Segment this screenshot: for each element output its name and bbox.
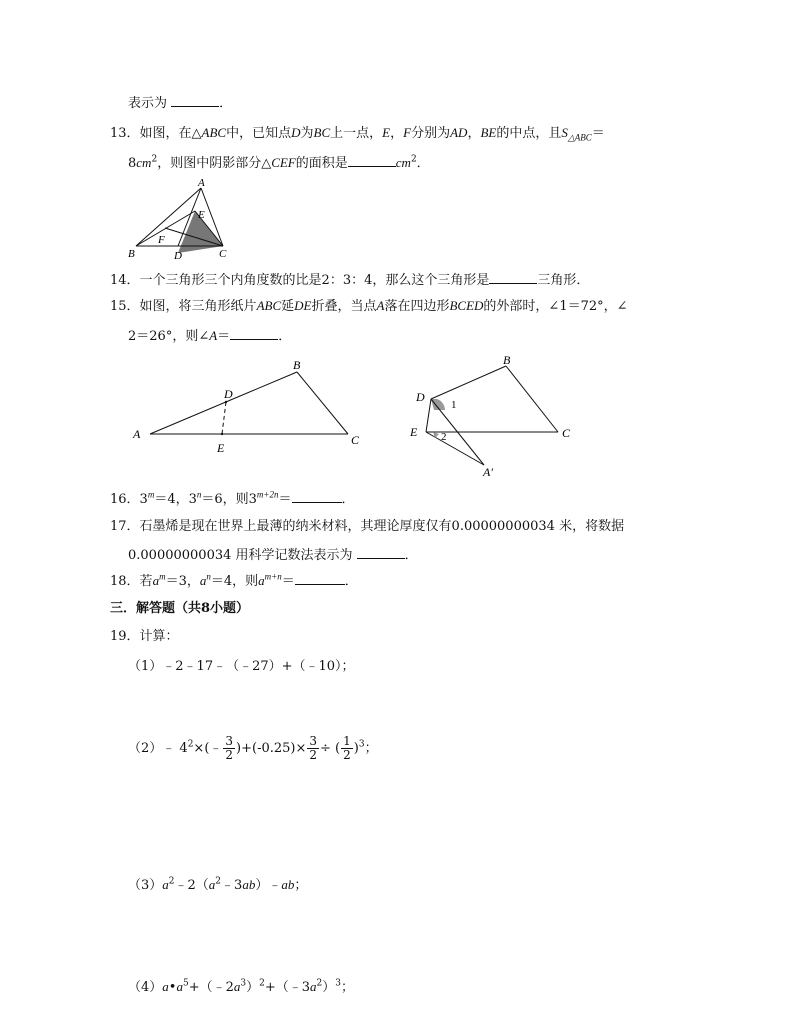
q17-line1: 17．石墨烯是现在世界上最薄的纳米材料，其理论厚度仅有0.00000000034 米，将数据 <box>110 519 625 534</box>
answer-blank <box>171 94 219 107</box>
answer-blank <box>295 572 345 585</box>
fraction: $\frac{3}{2}$ <box>225 734 234 762</box>
angle-1-label: 1 <box>451 399 457 411</box>
q16: 16．$3^m=4$，$3^n=6$，则$3^{m+2n}=$ ． <box>110 489 355 507</box>
q13-line2: $8cm^2$，则图中阴影部分△CEF的面积是 $cm^2$． <box>128 154 430 171</box>
q13-triangle-figure <box>122 175 242 263</box>
q15-figure-folded <box>405 352 585 480</box>
label-B: B <box>128 248 135 260</box>
label-C: C <box>219 248 227 260</box>
label-D: D <box>224 387 233 401</box>
answer-blank <box>348 154 396 167</box>
label-E: E <box>198 209 205 221</box>
label-D: D <box>416 390 425 404</box>
answer-blank <box>230 327 278 340</box>
label-A: A <box>198 177 205 189</box>
label-A-prime: A′ <box>483 465 493 479</box>
label-A: A <box>133 427 141 441</box>
fraction: $\frac{3}{2}$ <box>309 734 318 762</box>
label-F: F <box>158 234 165 246</box>
label-E: E <box>410 425 418 439</box>
answer-blank <box>292 490 342 503</box>
q13-line1: 13．如图，在△ABC中，已知点D为BC上一点，E，F分别为AD，BE的中点，且$S_{\triangle ABC}=$ <box>110 125 605 143</box>
label-E: E <box>217 441 225 455</box>
q19-part3: $(3)a^2﹣2(a^2﹣3ab)﹣ab$； <box>128 876 308 893</box>
label-B: B <box>503 353 511 367</box>
q14: 14．一个三角形三个内角度数的比是2：3：4，那么这个三角形是 三角形． <box>110 273 590 288</box>
q19-part1: （1）﹣2﹣17﹣（﹣27）+（﹣10）； <box>128 659 355 674</box>
answer-blank <box>489 271 537 284</box>
q15-line2: 2＝26°，则∠A＝ ． <box>128 328 292 344</box>
q18: 18．若$a^m=3$，$a^n=4$，则$a^{m+n}=$ ． <box>110 571 358 589</box>
q19-title: 19．计算： <box>110 629 179 644</box>
label-D: D <box>174 250 182 262</box>
angle-2-label: 2 <box>441 431 447 443</box>
q15-line1: 15．如图，将三角形纸片ABC延DE折叠，当点A落在四边形BCED的外部时，∠1＝72°，∠ <box>110 298 628 314</box>
q12-tail: 表示为 ． <box>128 96 233 111</box>
fraction: $\frac{1}{2}$ <box>343 734 351 762</box>
label-C: C <box>351 433 360 447</box>
answer-blank <box>357 546 405 559</box>
q19-part2: （2）﹣ $4^2\times(﹣$ $\frac{3}{2}$ )+(-0.25)× $\frac{3}{2}$ ÷ ( $\frac{1}{2}$ )$^3$； <box>128 734 378 762</box>
section-heading: 三．解答题（共8小题） <box>110 601 250 616</box>
q17-line2: 0.00000000034 用科学记数法表示为 ． <box>128 548 418 563</box>
label-B: B <box>293 358 301 372</box>
q15-figure-original <box>125 355 370 460</box>
q19-part4: $(4)a•a^5+(﹣2a^3)^2+(﹣3a^2)^3$； <box>128 978 355 995</box>
label-C: C <box>562 426 571 440</box>
